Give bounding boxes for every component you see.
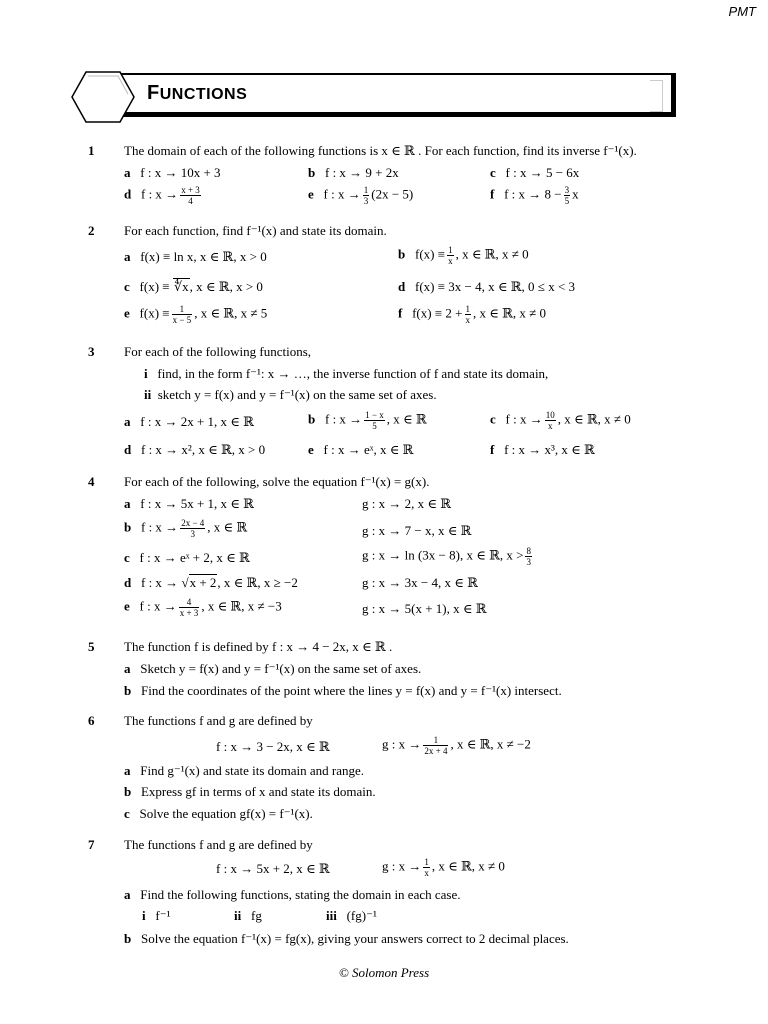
q7-sub-i: i f⁻¹ (142, 908, 171, 923)
q1-part-c: c f : x → 5 − 6x (490, 165, 580, 180)
q7-g-definition: g : x → $\frac{1}{x}$ , x ∈ ℝ, x ≠ 0 (382, 857, 505, 878)
q7-sub-ii: ii fg (234, 908, 262, 923)
q6-part-a: a Find g⁻¹(x) and state its domain and range. (124, 763, 365, 778)
question-number-2: 2 (88, 223, 95, 238)
q3-part-c: c f : x → $\frac{10}{x}$ , x ∈ ℝ, x ≠ 0 (490, 410, 631, 431)
q2-part-c: c f(x) ≡ ∜x, x ∈ ℝ, x > 0 (124, 279, 263, 294)
q7-sub-iii: iii (fg)⁻¹ (326, 908, 377, 923)
q3-part-f: f f : x → x³, x ∈ ℝ (490, 442, 595, 457)
q2-part-a: a f(x) ≡ ln x, x ∈ ℝ, x > 0 (124, 249, 267, 264)
q6-f-definition: f : x → 3 − 2x, x ∈ ℝ (216, 739, 330, 754)
q4-part-b-f: b f : x → $\frac{2x - 4}{3}$ , x ∈ ℝ (124, 518, 248, 539)
q6-stem: The functions f and g are defined by (124, 713, 313, 728)
q3-sub-i: i find, in the form f⁻¹: x → …, the inverse function of f and state its domain, (144, 366, 549, 381)
q1-part-d: d f : x → $\frac{x + 3}{4}$ (124, 185, 200, 206)
q2-stem: For each function, find f⁻¹(x) and state its domain. (124, 223, 387, 238)
q5-stem: The function f is defined by f : x → 4 − 2x, x ∈ ℝ . (124, 639, 393, 654)
question-number-1: 1 (88, 143, 95, 158)
q4-part-a-g: g : x → 2, x ∈ ℝ (362, 496, 452, 511)
q2-part-e: e f(x) ≡ $\frac{1}{x - 5}$ , x ∈ ℝ, x ≠ 5 (124, 304, 268, 325)
question-number-7: 7 (88, 837, 95, 852)
page-footer: © Solomon Press (338, 965, 430, 980)
q1-part-b: b f : x → 9 + 2x (308, 165, 399, 180)
q6-part-b: b Express gf in terms of x and state its domain. (124, 784, 376, 799)
question-number-3: 3 (88, 344, 95, 359)
q6-part-c: c Solve the equation gf(x) = f⁻¹(x). (124, 806, 313, 821)
q4-part-d-f: d f : x → √x + 2, x ∈ ℝ, x ≥ −2 (124, 575, 298, 590)
q5-part-a: a Sketch y = f(x) and y = f⁻¹(x) on the same set of axes. (124, 661, 422, 676)
q3-stem: For each of the following functions, (124, 344, 312, 359)
q4-part-e-f: e f : x → $\frac{4}{x + 3}$ , x ∈ ℝ, x ≠ −3 (124, 597, 282, 618)
q1-stem: The domain of each of the following functions is x ∈ ℝ . For each function, find its inverse f⁻¹(x). (124, 143, 637, 158)
q3-part-b: b f : x → $\frac{1 - x}{5}$ , x ∈ ℝ (308, 410, 427, 431)
question-number-6: 6 (88, 713, 95, 728)
chapter-title: FUNCTIONS (147, 82, 248, 104)
q3-part-a: a f : x → 2x + 1, x ∈ ℝ (124, 414, 254, 429)
q4-part-c-g: g : x → ln (3x − 8), x ∈ ℝ, x > $\frac{8}{3}$ (362, 546, 531, 567)
q2-part-f: f f(x) ≡ 2 + $\frac{1}{x}$ , x ∈ ℝ, x ≠ 0 (398, 304, 547, 325)
q7-f-definition: f : x → 5x + 2, x ∈ ℝ (216, 861, 330, 876)
q4-part-b-g: g : x → 7 − x, x ∈ ℝ (362, 523, 472, 538)
q4-stem: For each of the following, solve the equation f⁻¹(x) = g(x). (124, 474, 430, 489)
q1-part-f: f f : x → 8 − $\frac{3}{5}$ x (490, 185, 579, 206)
q4-part-e-g: g : x → 5(x + 1), x ∈ ℝ (362, 601, 487, 616)
q3-part-d: d f : x → x², x ∈ ℝ, x > 0 (124, 442, 266, 457)
q4-part-c-f: c f : x → eˣ + 2, x ∈ ℝ (124, 550, 250, 565)
q2-part-d: d f(x) ≡ 3x − 4, x ∈ ℝ, 0 ≤ x < 3 (398, 279, 576, 294)
header-decoration (650, 80, 663, 112)
q4-part-a-f: a f : x → 5x + 1, x ∈ ℝ (124, 496, 254, 511)
q5-part-b: b Find the coordinates of the point where the lines y = f(x) and y = f⁻¹(x) intersect. (124, 683, 562, 698)
question-number-5: 5 (88, 639, 95, 654)
q7-part-b: b Solve the equation f⁻¹(x) = fg(x), giving your answers correct to 2 decimal places. (124, 931, 569, 946)
q4-part-d-g: g : x → 3x − 4, x ∈ ℝ (362, 575, 478, 590)
q3-sub-ii: ii sketch y = f(x) and y = f⁻¹(x) on the same set of axes. (144, 387, 437, 402)
q2-part-b: b f(x) ≡ $\frac{1}{x}$ , x ∈ ℝ, x ≠ 0 (398, 245, 529, 266)
q7-stem: The functions f and g are defined by (124, 837, 313, 852)
hexagon-icon (70, 70, 136, 124)
corner-tag: PMT (728, 4, 756, 19)
q3-part-e: e f : x → eˣ, x ∈ ℝ (308, 442, 414, 457)
q1-part-a: a f : x → 10x + 3 (124, 165, 221, 180)
q6-g-definition: g : x → $\frac{1}{2x + 4}$ , x ∈ ℝ, x ≠ −2 (382, 735, 531, 756)
question-number-4: 4 (88, 474, 95, 489)
q7-part-a: a Find the following functions, stating the domain in each case. (124, 887, 461, 902)
q1-part-e: e f : x → $\frac{1}{3}$ (2x − 5) (308, 185, 414, 206)
